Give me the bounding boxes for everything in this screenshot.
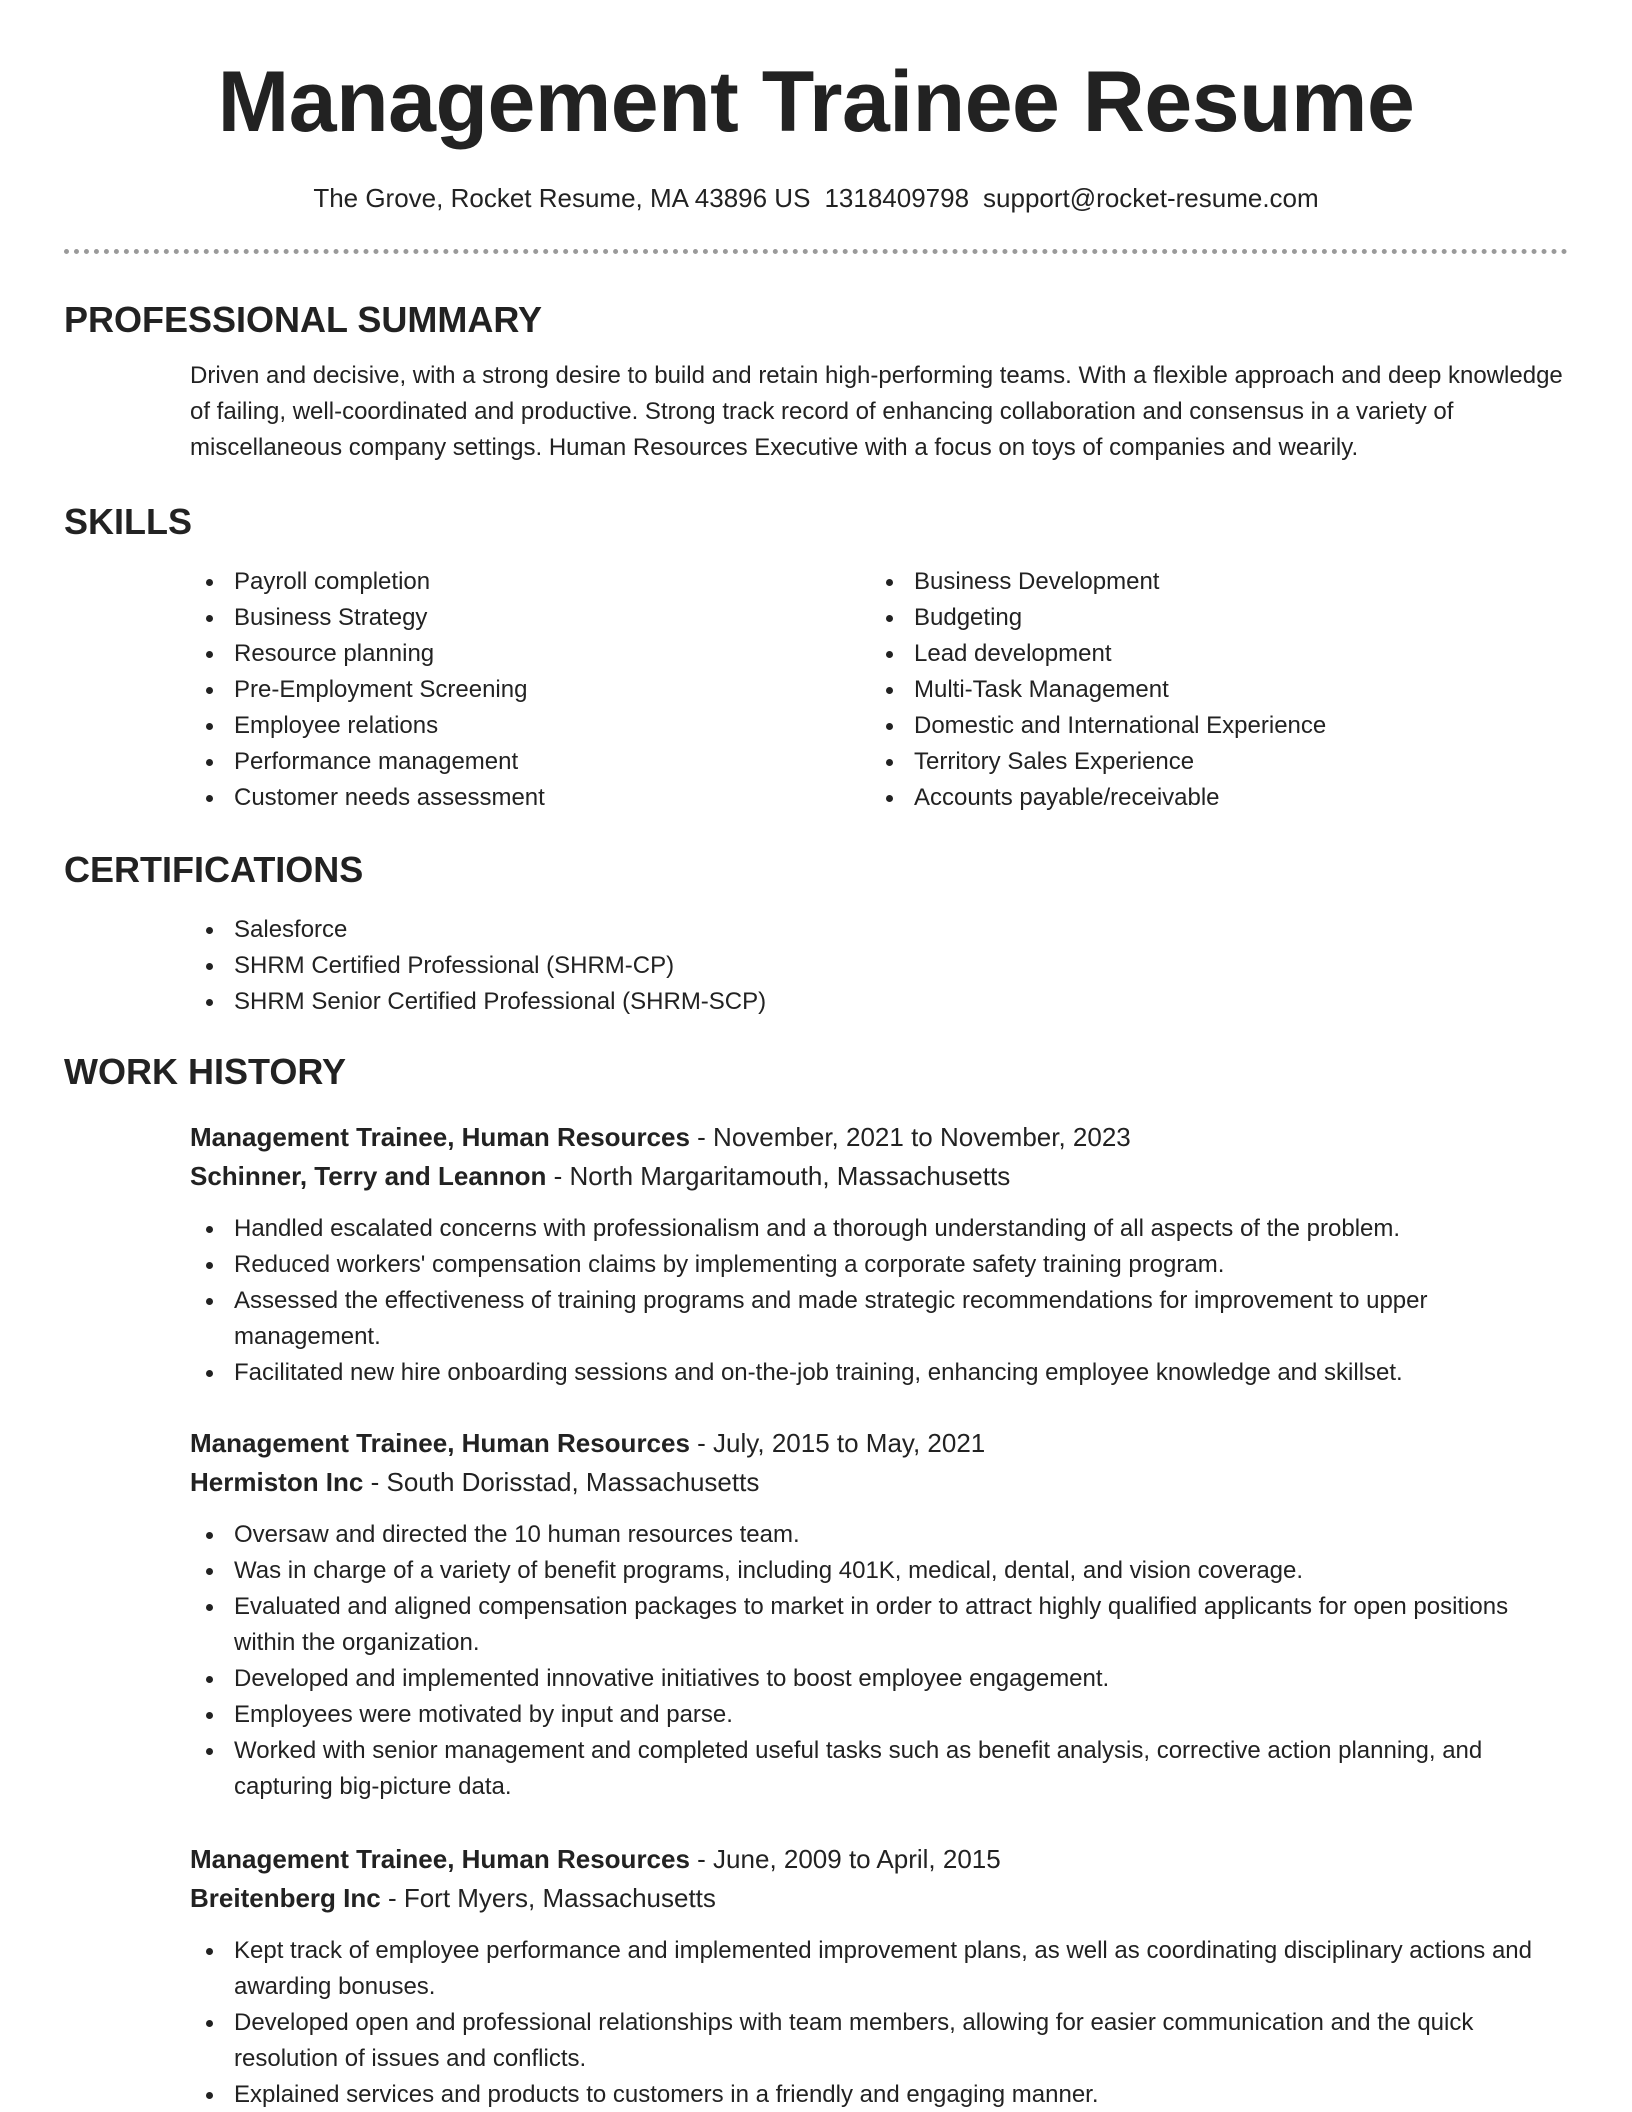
- job-title: Management Trainee, Human Resources: [190, 1122, 690, 1152]
- contact-phone: 1318409798: [824, 183, 970, 213]
- job-location: - North Margaritamouth, Massachusetts: [546, 1161, 1011, 1191]
- certification-item: SHRM Senior Certified Professional (SHRM-SCP): [190, 984, 1568, 1020]
- job-dates: - June, 2009 to April, 2015: [689, 1844, 1001, 1874]
- skills-columns: [64, 564, 1568, 816]
- certifications-heading: CERTIFICATIONS: [64, 849, 364, 890]
- job-company: Breitenberg Inc: [190, 1883, 381, 1913]
- job-location: - Fort Myers, Massachusetts: [380, 1883, 716, 1913]
- job-title-line: [190, 1840, 1568, 1879]
- job-body: [190, 1424, 1568, 1805]
- job-title-line: [190, 1118, 1568, 1157]
- job-bullet: Assessed the effectiveness of training programs and made strategic recommendations for improvement to upper management.: [190, 1283, 1568, 1355]
- job-location: - South Dorisstad, Massachusetts: [363, 1467, 760, 1497]
- skill-item: Performance management: [190, 744, 870, 780]
- contact-email: support@rocket-resume.com: [983, 183, 1319, 213]
- summary-text: Driven and decisive, with a strong desire to build and retain high-performing teams. With a flexible approach and deep knowledge of failing, well-coordinated and productive. Strong track record of enhancing collaboration and consensus in a variety of miscellaneous company settings. Human Resources Executive with a focus on toys of companies and wearily.: [190, 362, 1563, 461]
- job-entry-2: [64, 1424, 1568, 1805]
- job-bullet: Developed open and professional relationships with team members, allowing for easier communication and the quick resolution of issues and conflicts.: [190, 2005, 1568, 2077]
- skills-section: [64, 500, 1568, 816]
- job-bullet: Worked with senior management and completed useful tasks such as benefit analysis, corrective action planning, and capturing big-picture data.: [190, 1733, 1568, 1805]
- header-divider: [64, 249, 1568, 254]
- skill-item: Multi-Task Management: [870, 672, 1550, 708]
- job-title-line: [190, 1424, 1568, 1463]
- job-bullet: Developed and implemented innovative initiatives to boost employee engagement.: [190, 1661, 1568, 1697]
- resume-title: Management Trainee Resume: [217, 54, 1415, 150]
- skills-list-left: [190, 564, 870, 816]
- job-bullet: Kept track of employee performance and implemented improvement plans, as well as coordinating disciplinary actions and awarding bonuses.: [190, 1933, 1568, 2005]
- job-dates: - July, 2015 to May, 2021: [689, 1428, 986, 1458]
- job-title: Management Trainee, Human Resources: [190, 1428, 690, 1458]
- skill-item: Business Strategy: [190, 600, 870, 636]
- skill-item: Business Development: [870, 564, 1550, 600]
- job-company-line: [190, 1463, 1568, 1502]
- job-bullets: [190, 1933, 1568, 2112]
- job-entry-1: [64, 1118, 1568, 1391]
- job-bullet: Was in charge of a variety of benefit programs, including 401K, medical, dental, and vision coverage.: [190, 1553, 1568, 1589]
- job-company-line: [190, 1157, 1568, 1196]
- job-bullets: [190, 1211, 1568, 1391]
- skill-item: Domestic and International Experience: [870, 708, 1550, 744]
- certifications-section: [64, 848, 1568, 1020]
- skill-item: Lead development: [870, 636, 1550, 672]
- certification-item: Salesforce: [190, 912, 1568, 948]
- skill-item: Budgeting: [870, 600, 1550, 636]
- job-company-line: [190, 1879, 1568, 1918]
- skill-item: Accounts payable/receivable: [870, 780, 1550, 816]
- job-dates: - November, 2021 to November, 2023: [689, 1122, 1131, 1152]
- job-body: [190, 1118, 1568, 1391]
- skill-item: Employee relations: [190, 708, 870, 744]
- skill-item: Pre-Employment Screening: [190, 672, 870, 708]
- job-bullet: Explained services and products to customers in a friendly and engaging manner.: [190, 2077, 1568, 2112]
- job-title: Management Trainee, Human Resources: [190, 1844, 690, 1874]
- summary-section: [64, 298, 1568, 466]
- certification-item: SHRM Certified Professional (SHRM-CP): [190, 948, 1568, 984]
- job-company: Hermiston Inc: [190, 1467, 364, 1497]
- skill-item: Resource planning: [190, 636, 870, 672]
- job-bullet: Oversaw and directed the 10 human resources team.: [190, 1517, 1568, 1553]
- job-bullet: Employees were motivated by input and parse.: [190, 1697, 1568, 1733]
- skill-item: Territory Sales Experience: [870, 744, 1550, 780]
- job-bullet: Evaluated and aligned compensation packages to market in order to attract highly qualified applicants for open positions within the organization.: [190, 1589, 1568, 1661]
- skill-item: Customer needs assessment: [190, 780, 870, 816]
- job-entry-3: [64, 1840, 1568, 2112]
- summary-heading: PROFESSIONAL SUMMARY: [64, 299, 543, 340]
- job-bullet: Facilitated new hire onboarding sessions and on-the-job training, enhancing employee knowledge and skillset.: [190, 1355, 1568, 1391]
- skills-heading: SKILLS: [64, 501, 193, 542]
- job-bullet: Handled escalated concerns with professionalism and a thorough understanding of all aspects of the problem.: [190, 1211, 1568, 1247]
- skill-item: Payroll completion: [190, 564, 870, 600]
- contact-address: The Grove, Rocket Resume, MA 43896 US: [313, 183, 811, 213]
- job-bullets: [190, 1517, 1568, 1805]
- job-company: Schinner, Terry and Leannon: [190, 1161, 547, 1191]
- job-body: [190, 1840, 1568, 2112]
- contact-line: [0, 180, 1632, 216]
- skills-list-right: [870, 564, 1550, 816]
- work-history-section: [64, 1050, 1568, 1094]
- certifications-list: [190, 912, 1568, 1020]
- work-history-heading: WORK HISTORY: [64, 1051, 347, 1092]
- job-bullet: Reduced workers' compensation claims by implementing a corporate safety training program.: [190, 1247, 1568, 1283]
